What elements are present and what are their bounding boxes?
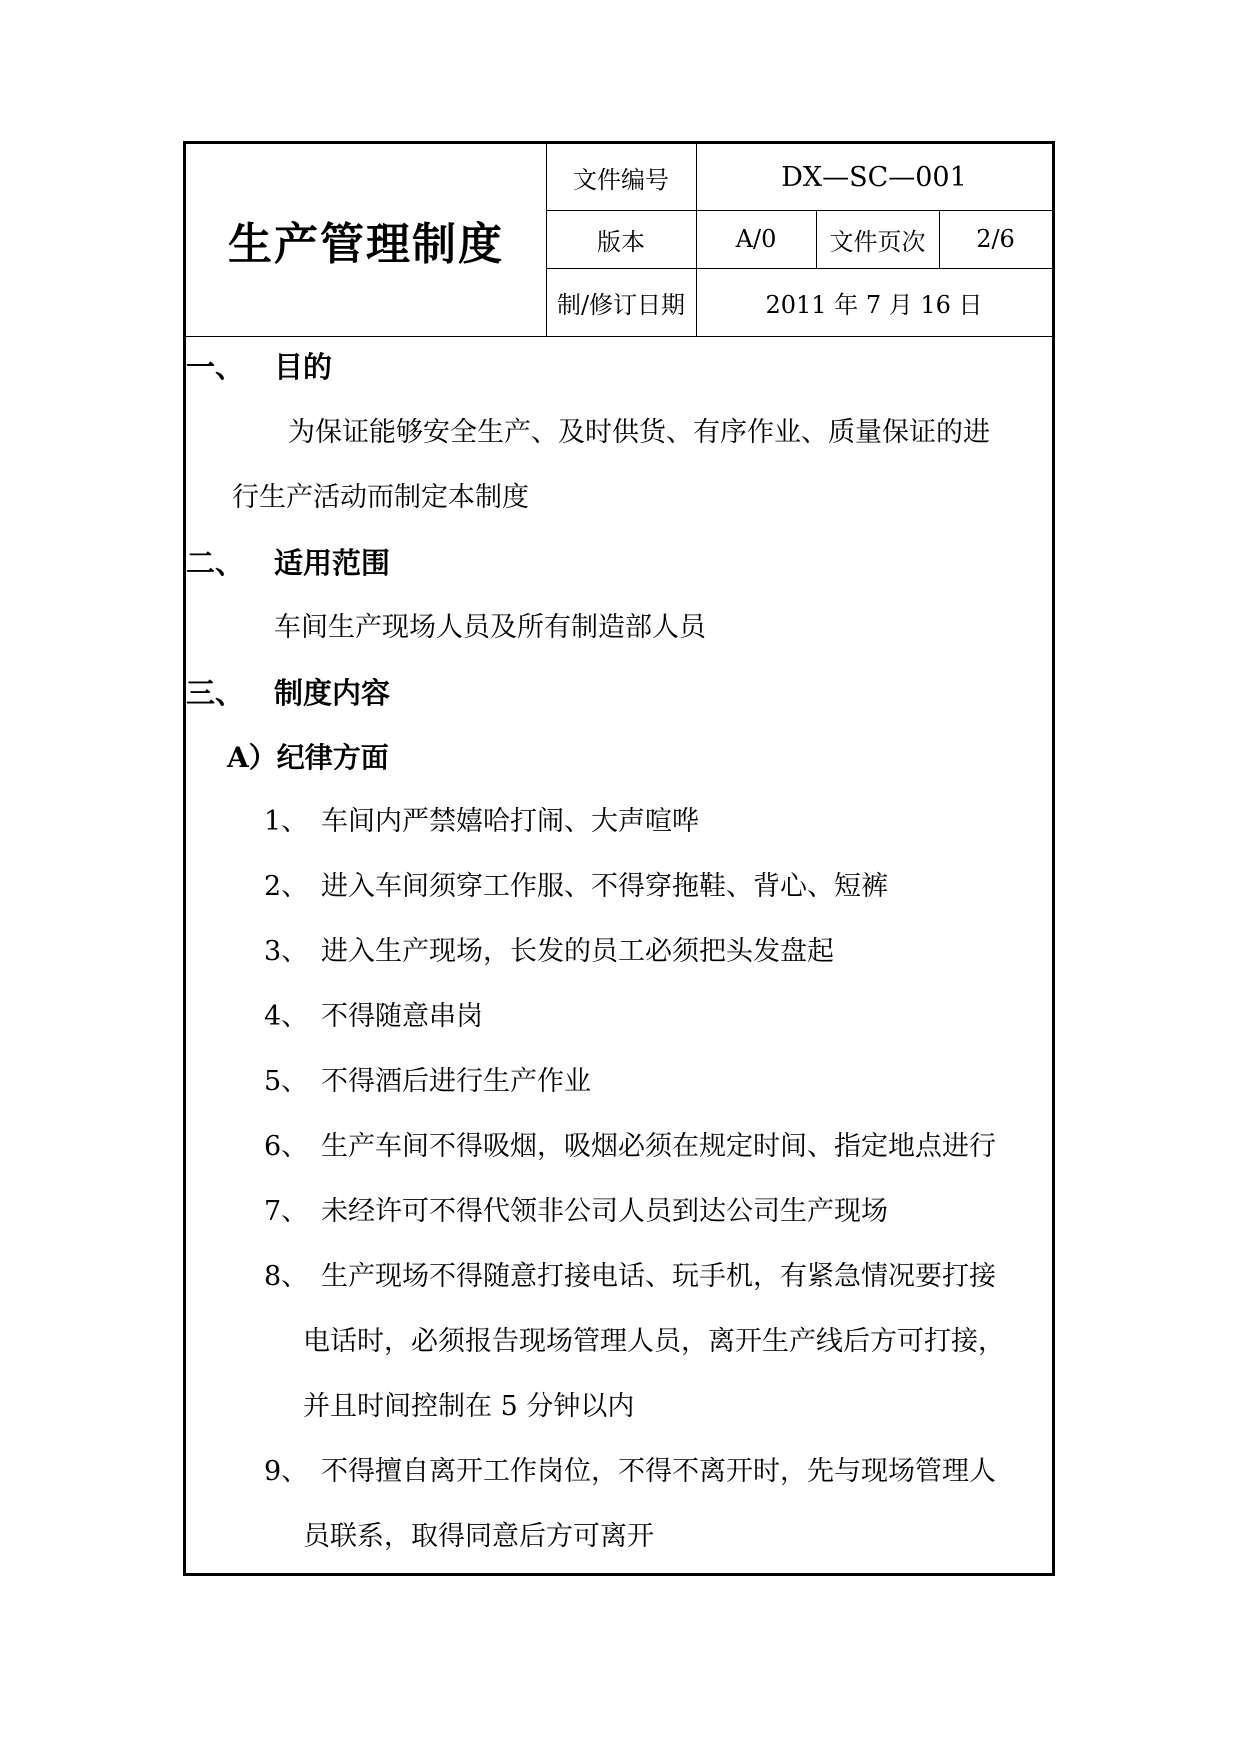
section-title: 适用范围 bbox=[274, 546, 391, 580]
rule-text-line: 生产现场不得随意打接电话、玩手机，有紧急情况要打接 bbox=[321, 1261, 996, 1292]
rule-number: 6、 bbox=[264, 1131, 309, 1162]
section-number: 三、 bbox=[186, 676, 245, 710]
rule-number: 7、 bbox=[264, 1196, 309, 1227]
file-no-value: DX—SC—001 bbox=[781, 161, 967, 193]
section-1-text-line: 行生产活动而制定本制度 bbox=[232, 482, 529, 513]
section-title: 目的 bbox=[274, 350, 333, 384]
rule-text-line: 未经许可不得代领非公司人员到达公司生产现场 bbox=[321, 1196, 888, 1227]
page-label: 文件页次 bbox=[829, 227, 926, 256]
rule-number: 2、 bbox=[264, 871, 309, 902]
date-value: 2011 年 7 月 16 日 bbox=[765, 290, 983, 319]
rule-text-line: 生产车间不得吸烟，吸烟必须在规定时间、指定地点进行 bbox=[321, 1131, 996, 1162]
version-label: 版本 bbox=[597, 227, 645, 256]
rule-number: 8、 bbox=[264, 1261, 309, 1292]
section-number: 一、 bbox=[186, 350, 245, 384]
date-label: 制/修订日期 bbox=[556, 290, 686, 319]
section-1-text-line: 为保证能够安全生产、及时供货、有序作业、质量保证的进 bbox=[288, 417, 990, 448]
section-number: 二、 bbox=[186, 546, 245, 580]
document-frame bbox=[183, 141, 1055, 1576]
rule-text-line: 并且时间控制在 5 分钟以内 bbox=[303, 1391, 635, 1422]
section-2-heading bbox=[186, 546, 390, 580]
section-title: 制度内容 bbox=[274, 676, 391, 710]
rule-number: 3、 bbox=[264, 936, 309, 967]
rule-text-line: 员联系，取得同意后方可离开 bbox=[303, 1521, 654, 1552]
rule-text-line: 不得酒后进行生产作业 bbox=[321, 1066, 591, 1097]
section-2-text-line: 车间生产现场人员及所有制造部人员 bbox=[274, 612, 706, 643]
rule-number: 9、 bbox=[264, 1456, 309, 1487]
file-no-label: 文件编号 bbox=[573, 165, 669, 194]
section-3-heading bbox=[186, 676, 390, 710]
rule-text-line: 电话时，必须报告现场管理人员，离开生产线后方可打接， bbox=[303, 1326, 1005, 1357]
header-divider bbox=[186, 336, 1052, 337]
rule-text-line: 不得擅自离开工作岗位，不得不离开时，先与现场管理人 bbox=[321, 1456, 996, 1487]
page-value: 2/6 bbox=[976, 225, 1015, 253]
section-1-heading bbox=[186, 350, 332, 384]
document-header-table bbox=[186, 144, 1052, 336]
rule-text-line: 进入车间须穿工作服、不得穿拖鞋、背心、短裤 bbox=[321, 871, 888, 902]
rule-number: 1、 bbox=[264, 806, 309, 837]
rule-text-line: 车间内严禁嬉哈打闹、大声喧哗 bbox=[321, 806, 699, 837]
rule-number: 5、 bbox=[264, 1066, 309, 1097]
version-value: A/0 bbox=[735, 225, 777, 253]
rule-text-line: 进入生产现场，长发的员工必须把头发盘起 bbox=[321, 936, 834, 967]
document-title: 生产管理制度 bbox=[228, 219, 504, 270]
rule-number: 4、 bbox=[264, 1001, 309, 1032]
rule-text-line: 不得随意串岗 bbox=[321, 1001, 483, 1032]
subsection-heading: A）纪律方面 bbox=[227, 741, 389, 774]
